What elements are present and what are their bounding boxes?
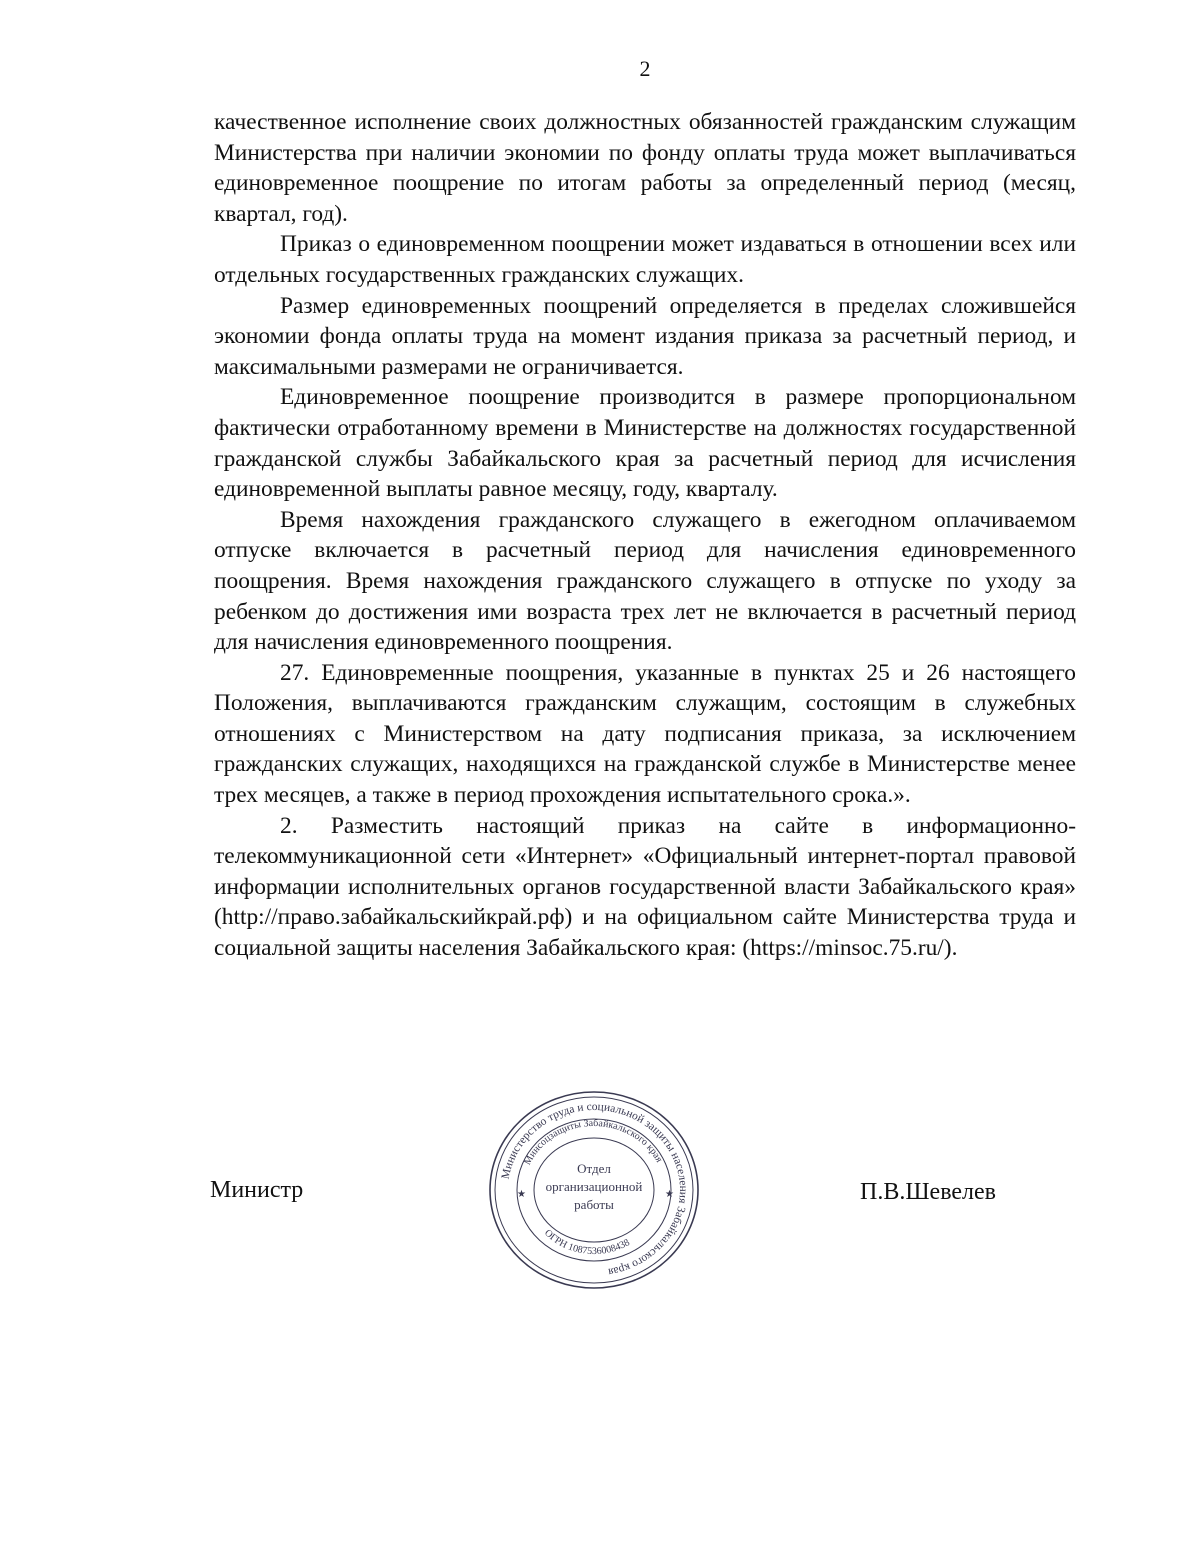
seal-star-right: ★ bbox=[665, 1189, 674, 1200]
seal-graphic bbox=[483, 1085, 705, 1295]
official-seal bbox=[483, 1085, 705, 1295]
paragraph-3: Размер единовременных поощрений определяется в пределах сложившейся экономии фонда оплаты труда на момент издания приказа за расчетный период, и максимальными размерами не ограничивается. bbox=[214, 292, 1076, 380]
seal-inner-text: Минсоцзащиты Забайкальского края bbox=[522, 1117, 665, 1167]
signatory-title: Министр bbox=[210, 1177, 304, 1203]
paragraph-4: Единовременное поощрение производится в размере пропорциональном фактически отработанному времени в Министерстве на должностях государственной гражданской службы Забайкальского края за расчетный период для исчисления единовременной выплаты равное месяцу, году, кварталу. bbox=[214, 384, 1076, 503]
seal-bottom-text: ОГРН 1087536008438 bbox=[542, 1227, 632, 1258]
paragraph-item-2: 2. Разместить настоящий приказ на сайте в информационно-телекоммуникационной сети «Интернет» «Официальный интернет-портал правовой информации исполнительных органов государственной власти Забайкальского края» (http://право.забайкальскийкрай.рф) и на официальном сайте Министерства труда и социальной защиты населения Забайкальского края: (https://minsoc.75.ru/). bbox=[214, 812, 1076, 962]
paragraph-1: качественное исполнение своих должностных обязанностей гражданским служащим Министерства при наличии экономии по фонду оплаты труда может выплачиваться единовременное поощрение по итогам работы за определенный период (месяц, квартал, год). bbox=[214, 109, 1076, 227]
signatory-name: П.В.Шевелев bbox=[860, 1179, 997, 1205]
seal-outer-text: Министерство труда и социальной защиты населения Забайкальского края bbox=[499, 1100, 690, 1278]
document-body bbox=[214, 107, 1076, 964]
seal-center-line-3: работы bbox=[574, 1197, 614, 1212]
seal-center-line-2: организационной bbox=[545, 1179, 643, 1194]
page-number: 2 bbox=[639, 56, 651, 81]
paragraph-5: Время нахождения гражданского служащего в ежегодном оплачиваемом отпуске включается в расчетный период для начисления единовременного поощрения. Время нахождения гражданского служащего в отпуске по уходу за ребенком до достижения ими возраста трех лет не включается в расчетный период для начисления единовременного поощрения. bbox=[214, 506, 1076, 656]
svg-text:ОГРН 1087536008438 bbox=[542, 1228, 632, 1257]
paragraph-item-27: 27. Единовременные поощрения, указанные в пунктах 25 и 26 настоящего Положения, выплачиваются гражданским служащим, состоящим в служебных отношениях с Министерством на дату подписания приказа, за исключением гражданских служащих, находящихся на гражданской службе в Министерстве менее трех месяцев, а также в период прохождения испытательного срока.». bbox=[214, 659, 1076, 809]
paragraph-2: Приказ о единовременном поощрении может издаваться в отношении всех или отдельных государственных гражданских служащих. bbox=[214, 231, 1076, 288]
seal-center-line-1: Отдел bbox=[577, 1161, 611, 1176]
seal-star-left: ★ bbox=[517, 1189, 526, 1200]
